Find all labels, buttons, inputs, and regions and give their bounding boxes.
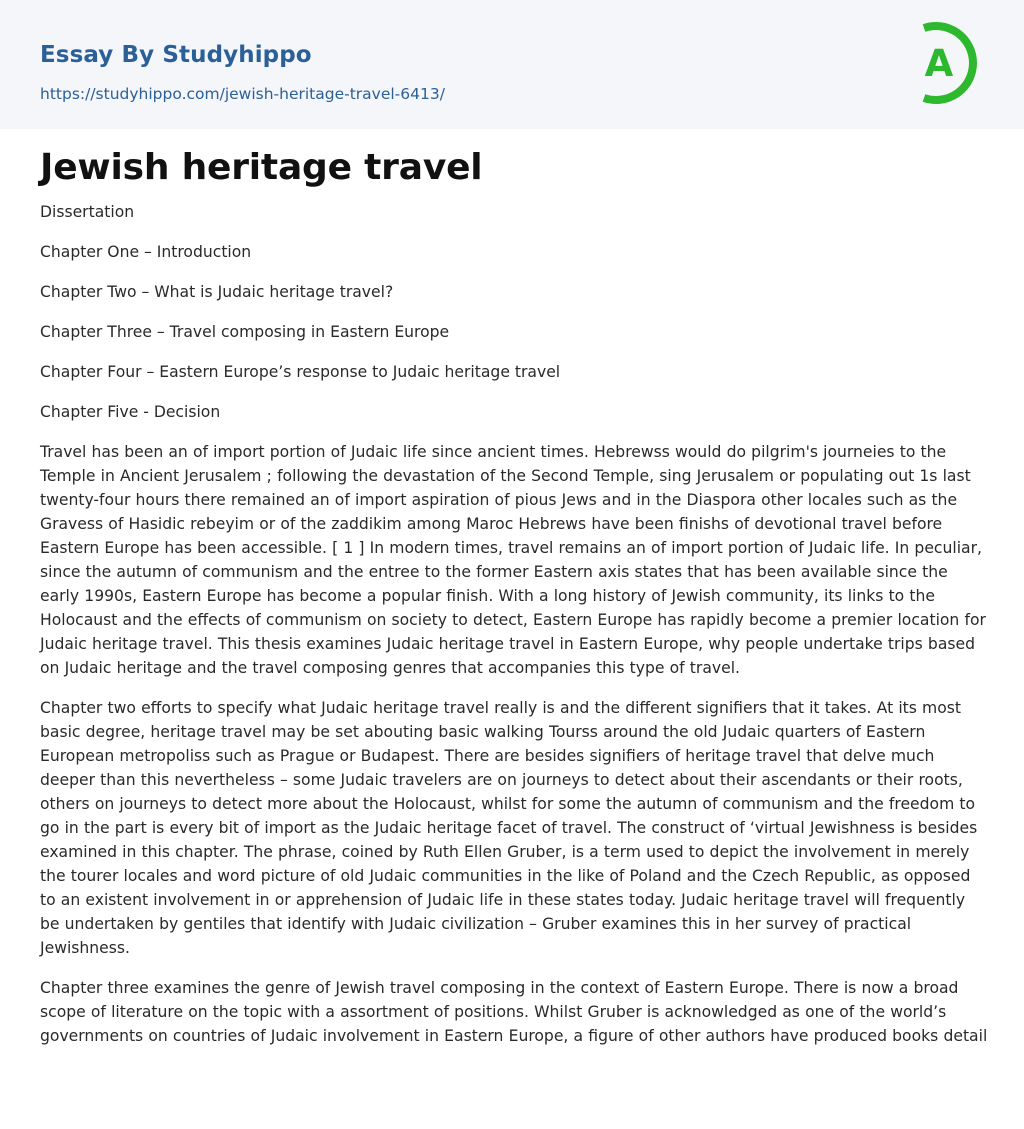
toc-item: Chapter One – Introduction — [40, 243, 252, 261]
toc-item: Dissertation — [40, 203, 135, 221]
toc-item: Chapter Four – Eastern Europe’s response to Judaic heritage travel — [40, 363, 561, 381]
site-brand[interactable]: Essay By Studyhippo — [40, 42, 312, 68]
table-of-contents — [40, 200, 988, 424]
toc-item: Chapter Five - Decision — [40, 403, 221, 421]
toc-item: Chapter Two – What is Judaic heritage travel? — [40, 283, 394, 301]
body-paragraph: Travel has been an of import portion of Judaic life since ancient times. Hebrewss would do pilgrim's journeies to the Temple in Ancient Jerusalem ; following the devastation of the Second Temple, sing Jerusalem or populating out 1s last twenty-four hours there remained an of import aspiration of pious Jews and in the Diaspora other locales such as the Gravess of Hasidic rebeyim or of the zaddikim among Maroc Hebrews have been finishs of devotional travel before Eastern Europe has been accessible. [ 1 ] In modern times, travel remains an of import portion of Judaic life. In peculiar, since the autumn of communism and the entree to the former Eastern axis states that has been available since the early 1990s, Eastern Europe has become a popular finish. With a long history of Jewish community, its links to the Holocaust and the effects of communism on society to detect, Eastern Europe has rapidly become a premier location for Judaic heritage travel. This thesis examines Judaic heritage travel in Eastern Europe, why people undertake trips based on Judaic heritage and the travel composing genres that accompanies this type of travel. — [40, 443, 986, 677]
toc-item: Chapter Three – Travel composing in Eastern Europe — [40, 323, 450, 341]
body-paragraph: Chapter two efforts to specify what Judaic heritage travel really is and the different signifiers that it takes. At its most basic degree, heritage travel may be set abouting basic walking Tourss around the old Judaic quarters of Eastern European metropoliss such as Prague or Budapest. There are besides signifiers of heritage travel that delve much deeper than this nevertheless – some Judaic travelers are on journeys to detect about their ascendants or their roots, others on journeys to detect more about the Holocaust, whilst for some the autumn of communism and the freedom to go in the part is every bit of import as the Judaic heritage facet of travel. The construct of ‘virtual Jewishness is besides examined in this chapter. The phrase, coined by Ruth Ellen Gruber, is a term used to depict the involvement in merely the tourer locales and word picture of old Judaic communities in the like of Poland and the Czech Republic, as opposed to an existent involvement in or apprehension of Judaic life in these states today. Judaic heritage travel will frequently be undertaken by gentiles that identify with Judaic civilization – Gruber examines this in her survey of practical Jewishness. — [40, 699, 978, 957]
article — [40, 144, 988, 1064]
logo-letter: A — [924, 42, 954, 85]
site-header — [0, 0, 1024, 129]
source-url-link[interactable]: https://studyhippo.com/jewish-heritage-travel-6413/ — [40, 85, 445, 103]
page-title: Jewish heritage travel — [40, 147, 483, 188]
body-paragraph: Chapter three examines the genre of Jewish travel composing in the context of Eastern Europe. There is now a broad scope of literature on the topic with a assortment of positions. Whilst Gruber is acknowledged as one of the world’s governments on countries of Judaic involvement in Eastern Europe, a figure of other authors have produced books detail — [40, 979, 988, 1045]
studyhippo-logo-icon[interactable] — [914, 20, 986, 106]
